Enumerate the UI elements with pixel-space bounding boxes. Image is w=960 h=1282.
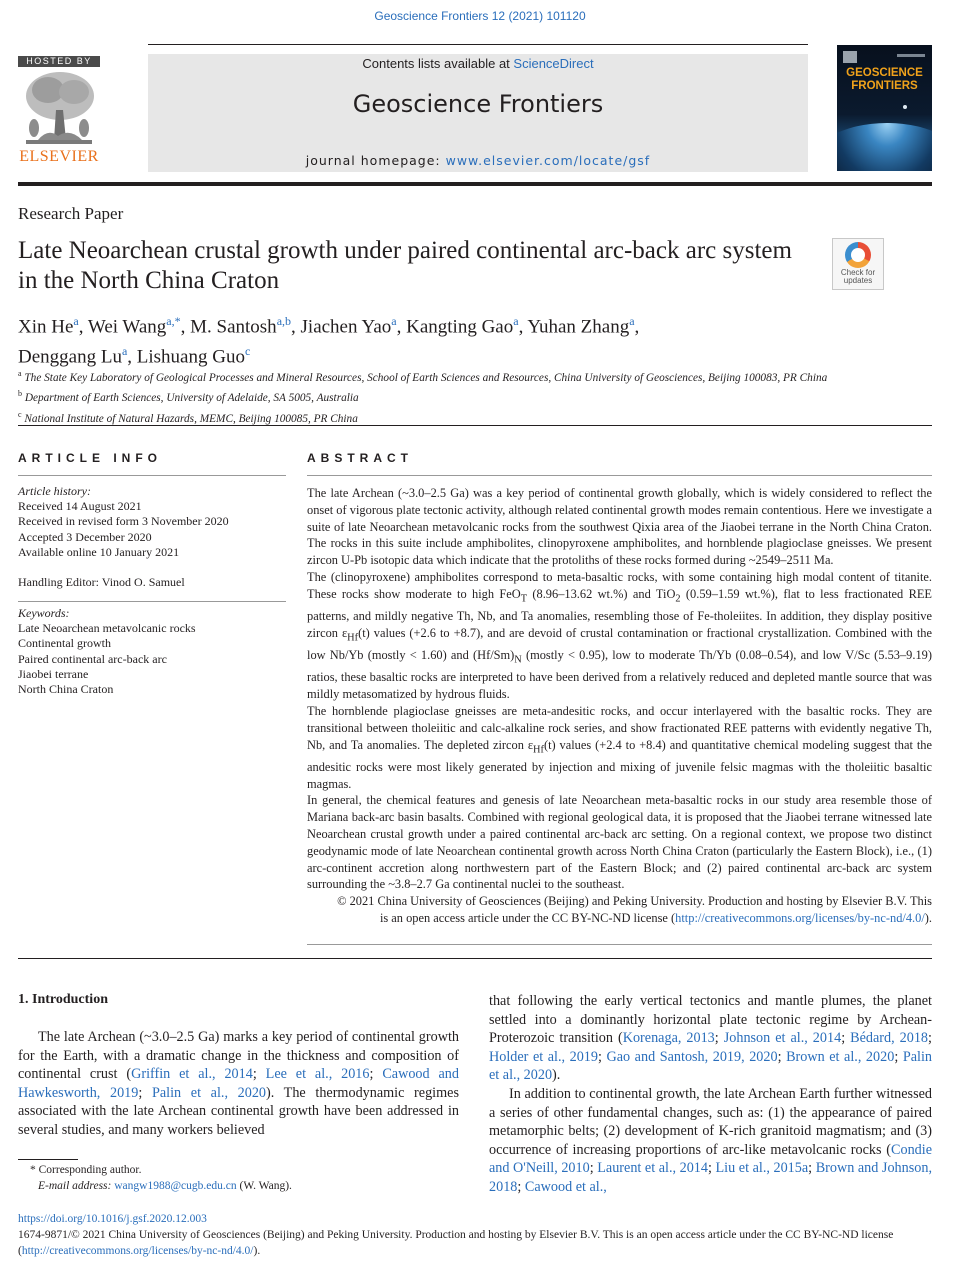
- author-name[interactable]: Lishuang Guo: [136, 346, 245, 368]
- cover-volume-line: [897, 54, 925, 57]
- abstract-subscript: T: [520, 593, 528, 605]
- body-text: ;: [589, 1160, 598, 1177]
- abstract-text: (mostly < 0.95), low to moderate Th/Yb (0.08–0.54), and low V/Sc (5.53–9.19) ratios, these basaltic rocks are interpreted to have been derived from a relatively reduced and depleted mantle source that was mildly metasomatized by hydrous fluids.: [307, 648, 932, 702]
- body-text: ;: [708, 1160, 716, 1177]
- author-name[interactable]: Xin He: [18, 316, 74, 338]
- abstract-paragraph: The late Archean (~3.0–2.5 Ga) was a key period of continental growth globally, which is widely considered to reflect the onset of vigorous plate tectonic activity, although related continental growth modes remain contentious. Here we investigate a suite of late Neoarchean metavolcanic rocks from the southwest Qixia area of the Jiaobei terrane in the North China Craton. The rocks in this suite include amphibolites, clinopyroxene amphibolites, and hornblende plagioclase gneisses. We present zircon U-Pb isotopic data which indicate that the protoliths of these rocks formed during ~2549–2511 Ma.: [307, 486, 932, 568]
- license-open: (: [18, 1244, 22, 1257]
- history-spacer: [18, 560, 286, 575]
- elsevier-tree-logo-icon: [18, 70, 100, 148]
- body-paragraph: [18, 1028, 459, 1140]
- email-owner: (W. Wang).: [236, 1179, 292, 1192]
- affiliation-item: [18, 366, 938, 386]
- check-for-updates-line1: Check for: [840, 268, 876, 277]
- citation-link[interactable]: Bédard, 2018: [850, 1030, 929, 1047]
- author-affiliation-mark[interactable]: a: [513, 314, 519, 328]
- footnote-mark: *: [30, 1164, 36, 1176]
- abstract-text: (t) values (+2.4 to +8.4) and quantitative chemical modeling suggest that the andesitic rocks were most likely generated by injection and mixing of juvenile felsic magmas with the tholeiitic basaltic magmas.: [307, 737, 932, 791]
- email-label: E-mail address:: [38, 1179, 112, 1192]
- cover-moon: [903, 105, 907, 109]
- citation-link[interactable]: Cawood et al.,: [524, 1178, 607, 1195]
- body-text: ;: [894, 1048, 903, 1065]
- body-rule: [18, 958, 932, 959]
- author-separator: ,: [78, 316, 88, 338]
- journal-reference[interactable]: Geoscience Frontiers 12 (2021) 101120: [374, 9, 586, 23]
- footer-license-link[interactable]: http://creativecommons.org/licenses/by-nc-nd/4.0/: [21, 1244, 254, 1257]
- header-top-rule: [148, 44, 808, 45]
- affiliation-mark: a: [18, 369, 22, 378]
- abstract-text: The (clinopyroxene) amphibolites correspond to meta-basaltic rocks, with some containing high modal content of titanite. These rocks show moderate to high FeO: [307, 569, 932, 601]
- citation-link[interactable]: Johnson et al., 2014: [723, 1030, 842, 1047]
- author-separator: ,: [396, 316, 407, 338]
- affiliation-item: [18, 386, 938, 406]
- body-text: The late Archean (~3.0–2.5 Ga) marks a key period of continental growth for the Earth, with a dramatic change in the thickness and composition of continental crust (: [18, 1029, 459, 1083]
- affiliation-text: National Institute of Natural Hazards, MEMC, Beijing 100085, PR China: [24, 412, 358, 425]
- affiliation-text: The State Key Laboratory of Geological Processes and Mineral Resources, School of Earth Sciences and Resources, China University of Geosciences, Beijing 100083, PR China: [24, 371, 828, 384]
- history-online: Available online 10 January 2021: [18, 544, 180, 559]
- article-info-divider: [18, 475, 286, 476]
- body-paragraph: [489, 992, 932, 1085]
- corresponding-author-footnote: [18, 1163, 458, 1194]
- abstract-subscript: N: [514, 654, 522, 666]
- author-affiliation-mark[interactable]: a: [629, 314, 635, 328]
- email-link[interactable]: wangw1988@cugb.edu.cn: [114, 1179, 237, 1192]
- abstract-text: (8.96–13.62 wt.%) and TiO: [527, 586, 676, 601]
- issn-line: 1674-9871/© 2021 China University of Geosciences (Beijing) and Peking University. Production and hosting by Elsevier B.V. This is an open access article under the CC BY-NC-ND license: [18, 1229, 894, 1241]
- citation-link[interactable]: Laurent et al., 2014: [597, 1160, 708, 1177]
- author-affiliation-mark[interactable]: a: [391, 314, 397, 328]
- homepage-link[interactable]: www.elsevier.com/locate/gsf: [445, 153, 651, 168]
- body-text: ). The thermodynamic regimes associated with the late Archean continental growth have been addressed in several studies, and many workers believed: [18, 1084, 459, 1138]
- license-line: [18, 1244, 938, 1260]
- journal-name: Geoscience Frontiers: [352, 90, 604, 118]
- body-text: In addition to continental growth, the late Archean Earth further witnessed a series of other fundamental changes, such as: (1) the appearance of paired metamorphic belts; (2) development of K-rich granitoid magmatism; and (3) occurrence of increasing proportions of arc-like metavolcanic rocks (: [489, 1085, 932, 1158]
- keyword-item: Jiaobei terrane: [18, 666, 89, 681]
- author-separator: ,: [634, 316, 640, 338]
- body-text: ;: [714, 1030, 724, 1047]
- copyright-line2: is an open access article under the CC BY-NC-ND license (: [379, 911, 676, 925]
- footnote-rule: [18, 1159, 78, 1160]
- affiliation-mark: b: [18, 389, 22, 399]
- citation-link[interactable]: Holder et al., 2019: [489, 1048, 598, 1065]
- abstract-subscript: Hf: [533, 744, 544, 756]
- citation-link[interactable]: Condie and O'Neill, 2010: [489, 1141, 932, 1177]
- article-history: [18, 484, 286, 590]
- author-name[interactable]: Yuhan Zhang: [527, 316, 630, 338]
- journal-homepage: [148, 153, 808, 168]
- citation-link[interactable]: Griffin et al., 2014: [131, 1066, 253, 1083]
- body-text: ;: [598, 1048, 607, 1065]
- citation-link[interactable]: Brown and Johnson, 2018: [489, 1160, 932, 1195]
- abstract-heading: ABSTRACT: [307, 451, 413, 465]
- author-affiliation-mark[interactable]: a: [73, 314, 79, 328]
- affiliation-text: Department of Earth Sciences, University of Adelaide, SA 5005, Australia: [24, 392, 359, 405]
- body-column-left: [18, 1028, 459, 1140]
- article-info-heading: ARTICLE INFO: [18, 451, 162, 465]
- affiliation-mark: c: [18, 409, 22, 419]
- abstract-paragraph: [307, 703, 932, 792]
- history-label: Article history:: [18, 484, 91, 498]
- author-name[interactable]: Kangting Gao: [406, 316, 514, 338]
- body-text: ;: [138, 1084, 152, 1101]
- body-paragraph: [489, 1085, 932, 1197]
- header-rule: [18, 182, 932, 186]
- license-close: ).: [253, 1244, 261, 1257]
- keyword-item: Paired continental arc-back arc: [18, 651, 167, 666]
- citation-link[interactable]: Palin et al., 2020: [151, 1084, 267, 1101]
- copyright-end: ).: [924, 911, 932, 925]
- license-link[interactable]: http://creativecommons.org/licenses/by-nc-nd/4.0/: [675, 911, 925, 925]
- author-separator: ,: [291, 316, 301, 338]
- affiliation-item: [18, 407, 938, 427]
- author-affiliation-mark[interactable]: a: [121, 344, 128, 359]
- body-text: ;: [369, 1066, 383, 1083]
- hosted-by-label: HOSTED BY: [18, 56, 100, 67]
- article-title: Late Neoarchean crustal growth under paired continental arc-back arc system in the North China Craton: [18, 237, 792, 294]
- abstract-subscript: 2: [675, 593, 681, 605]
- keywords-label: Keywords:: [18, 606, 70, 620]
- check-for-updates-icon: [845, 242, 871, 268]
- citation-link[interactable]: Cawood and Hawkesworth, 2019: [18, 1066, 459, 1101]
- author-affiliation-mark[interactable]: c: [244, 344, 251, 359]
- check-for-updates-label: [833, 269, 883, 285]
- body-column-right: [489, 992, 932, 1197]
- homepage-prefix: journal homepage:: [305, 153, 446, 168]
- check-for-updates-line2: updates: [843, 276, 873, 285]
- body-text: ;: [928, 1030, 932, 1047]
- body-text: ).: [552, 1067, 561, 1084]
- author-separator: ,: [180, 316, 191, 338]
- abstract-divider: [307, 475, 932, 476]
- keywords-divider: [18, 601, 286, 602]
- citation-link[interactable]: Korenaga, 2013: [622, 1030, 715, 1047]
- sciencedirect-link[interactable]: ScienceDirect: [513, 56, 594, 71]
- handling-editor: Handling Editor: Vinod O. Samuel: [18, 575, 185, 590]
- author-name[interactable]: M. Santosh: [190, 316, 277, 338]
- body-text: ;: [517, 1178, 525, 1195]
- doi-link[interactable]: https://doi.org/10.1016/j.gsf.2020.12.003: [18, 1213, 207, 1225]
- citation-link[interactable]: Gao and Santosh, 2019, 2020: [606, 1048, 778, 1065]
- author-name[interactable]: Wei Wang: [87, 316, 167, 338]
- history-accepted: Accepted 3 December 2020: [18, 529, 152, 544]
- author-affiliation-mark[interactable]: a,*: [166, 314, 181, 328]
- body-text: ;: [777, 1048, 787, 1065]
- citation-link[interactable]: Lee et al., 2016: [265, 1066, 370, 1083]
- abstract-subscript: Hf: [347, 632, 359, 644]
- corresponding-author-line: [18, 1163, 458, 1179]
- cover-title-line2: FRONTIERS: [851, 80, 918, 92]
- cover-title: [837, 67, 932, 93]
- corresponding-author-label: Corresponding author.: [38, 1164, 142, 1176]
- cover-title-line1: GEOSCIENCE: [846, 67, 923, 79]
- author-name[interactable]: Jiachen Yao: [300, 316, 392, 338]
- author-list: [18, 309, 778, 370]
- contents-prefix: Contents lists available at: [362, 56, 514, 71]
- author-affiliation-mark[interactable]: a,b: [276, 314, 292, 328]
- author-separator: ,: [127, 346, 137, 368]
- journal-cover-image[interactable]: [837, 45, 932, 171]
- abstract-text: The hornblende plagioclase gneisses are meta-andesitic rocks, and occur interlayered with the basaltic rocks. They are transitional between tholeiitic and calc-alkaline rock series, and show fractionated REE patterns with evidently negative Th, Nb, and Ta anomalies. The depleted zircon ε: [307, 703, 932, 752]
- abstract-paragraph: [307, 569, 932, 703]
- cover-publisher-icon: [843, 51, 857, 63]
- paper-type: Research Paper: [18, 204, 124, 223]
- author-name[interactable]: Denggang Lu: [18, 346, 122, 368]
- article-info-rule: [18, 425, 932, 426]
- author-separator: ,: [518, 316, 528, 338]
- history-received: Received 14 August 2021: [18, 499, 142, 514]
- contents-available: [148, 56, 808, 71]
- citation-link[interactable]: Liu et al., 2015a: [715, 1160, 809, 1177]
- elsevier-wordmark: ELSEVIER: [19, 148, 99, 165]
- email-line: [18, 1179, 458, 1195]
- history-revised: Received in revised form 3 November 2020: [18, 514, 229, 529]
- abstract-body: [307, 485, 932, 927]
- citation-link[interactable]: Palin et al., 2020: [489, 1048, 932, 1084]
- body-text: ;: [252, 1066, 266, 1083]
- abstract-paragraph: In general, the chemical features and genesis of late Neoarchean meta-basaltic rocks in our study area resemble those of Mariana back-arc basin basalts. Combined with regional geological data, it is proposed that the Jiaobei terrane witnessed late Neoarchean crustal growth under a paired continental arc-back arc setting. On a regional context, we propose two distinct geodynamic mode of late Neoarchean continental growth across North China Craton (particularly the Eastern Block), i.e., (1) arc-continent accretion along northwestern part of the Eastern Block; and (2) paired continental arc-back arc system surrounding the ~3.8–2.7 Ga continental nuclei to the southeast.: [307, 793, 932, 892]
- affiliations: [18, 366, 938, 427]
- body-text: ;: [841, 1030, 851, 1047]
- keyword-item: Continental growth: [18, 636, 111, 651]
- citation-link[interactable]: Brown et al., 2020: [786, 1048, 895, 1065]
- abstract-copyright: [307, 893, 932, 927]
- abstract-text: (t) values (+2.6 to +8.7), and are devoid of crustal contamination or fractional crystallization. Combined with the low Nb/Yb (mostly < 1.60) and (Hf/Sm): [307, 625, 932, 663]
- check-for-updates-button[interactable]: [832, 238, 884, 290]
- body-text: that following the early vertical tectonics and mantle plumes, the planet settled into a dominantly horizontal plate tectonic regime by Archean-Proterozoic transition (: [489, 993, 932, 1047]
- keyword-item: Late Neoarchean metavolcanic rocks: [18, 621, 196, 636]
- body-text: ;: [808, 1160, 816, 1177]
- abstract-end-divider: [307, 944, 932, 945]
- cover-globe: [837, 123, 932, 171]
- abstract-text: (0.59–1.59 wt.%), flat to less fractionated REE patterns, and mildly negative Th, Nb, and Ta anomalies, resembling those of Fe-tholeiites. In addition, they display positive zircon ε: [307, 586, 932, 640]
- issn-license-notice: [18, 1228, 938, 1259]
- keyword-item: North China Craton: [18, 682, 114, 697]
- copyright-line1: © 2021 China University of Geosciences (Beijing) and Peking University. Production and hosting by Elsevier B.V. This: [337, 894, 932, 909]
- keywords: [18, 606, 286, 697]
- introduction-heading: 1. Introduction: [18, 992, 108, 1007]
